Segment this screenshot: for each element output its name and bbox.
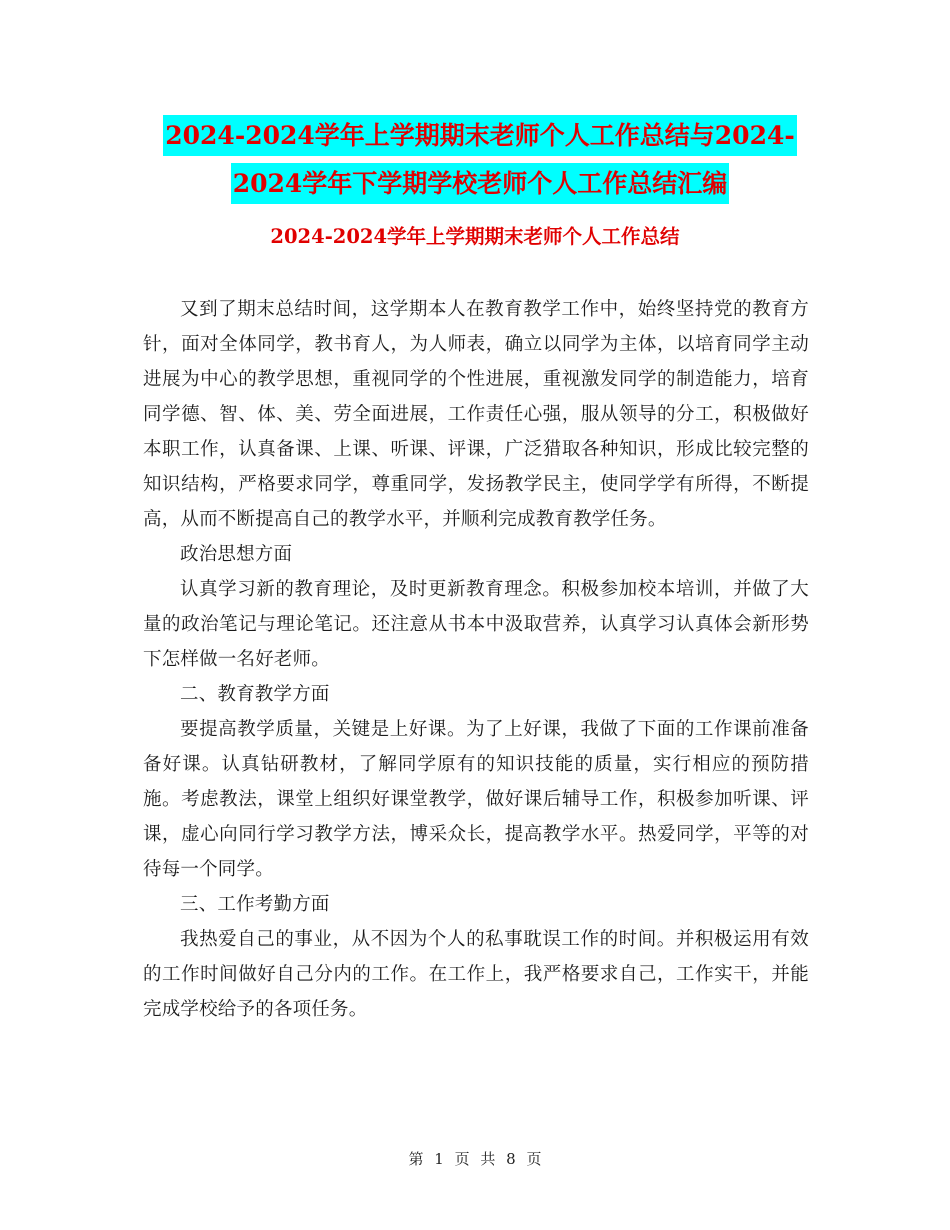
heading-political-thought: 政治思想方面 <box>180 544 293 565</box>
paragraph-intro: 又到了期末总结时间，这学期本人在教育教学工作中，始终坚持党的教育方针，面对全体同学，教书育人，为人师表，确立以同学为主体，以培育同学主动进展为中心的教学思想，重视同学的个性进展，重视激发同学的制造能力，培育同学德、智、体、美、劳全面进展，工作责任心强，服从领导的分工，积极做好本职工作，认真备课、上课、听课、评课，广泛猎取各种知识，形成比较完整的知识结构，严格要求同学，尊重同学，发扬教学民主，使同学学有所得，不断提高，从而不断提高自己的教学水平，并顺利完成教育教学任务。 <box>143 299 809 530</box>
heading-attendance: 三、工作考勤方面 <box>180 894 330 915</box>
page-footer: 第 1 页 共 8 页 <box>408 1150 542 1168</box>
section-title: 2024-2024学年上学期期末老师个人工作总结 <box>270 225 680 248</box>
paragraph-teaching: 要提高教学质量，关键是上好课。为了上好课，我做了下面的工作课前准备备好课。认真钻研教材，了解同学原有的知识技能的质量，实行相应的预防措施。考虑教法，课堂上组织好课堂教学，做好课后辅导工作，积极参加听课、评课，虚心向同行学习教学方法，博采众长，提高教学水平。热爱同学，平等的对待每一个同学。 <box>143 719 809 880</box>
document-title <box>140 112 820 208</box>
document-title-line-2: 2024学年下学期学校老师个人工作总结汇编 <box>231 163 730 204</box>
document-title-line-1: 2024-2024学年上学期期末老师个人工作总结与2024- <box>163 115 797 156</box>
paragraph-attendance: 我热爱自己的事业，从不因为个人的私事耽误工作的时间。并积极运用有效的工作时间做好自己分内的工作。在工作上，我严格要求自己，工作实干，并能完成学校给予的各项任务。 <box>143 929 809 1020</box>
heading-teaching: 二、教育教学方面 <box>180 684 330 705</box>
paragraph-political-thought: 认真学习新的教育理论，及时更新教育理念。积极参加校本培训，并做了大量的政治笔记与理论笔记。还注意从书本中汲取营养，认真学习认真体会新形势下怎样做一名好老师。 <box>143 579 809 670</box>
document-body <box>143 292 809 1027</box>
